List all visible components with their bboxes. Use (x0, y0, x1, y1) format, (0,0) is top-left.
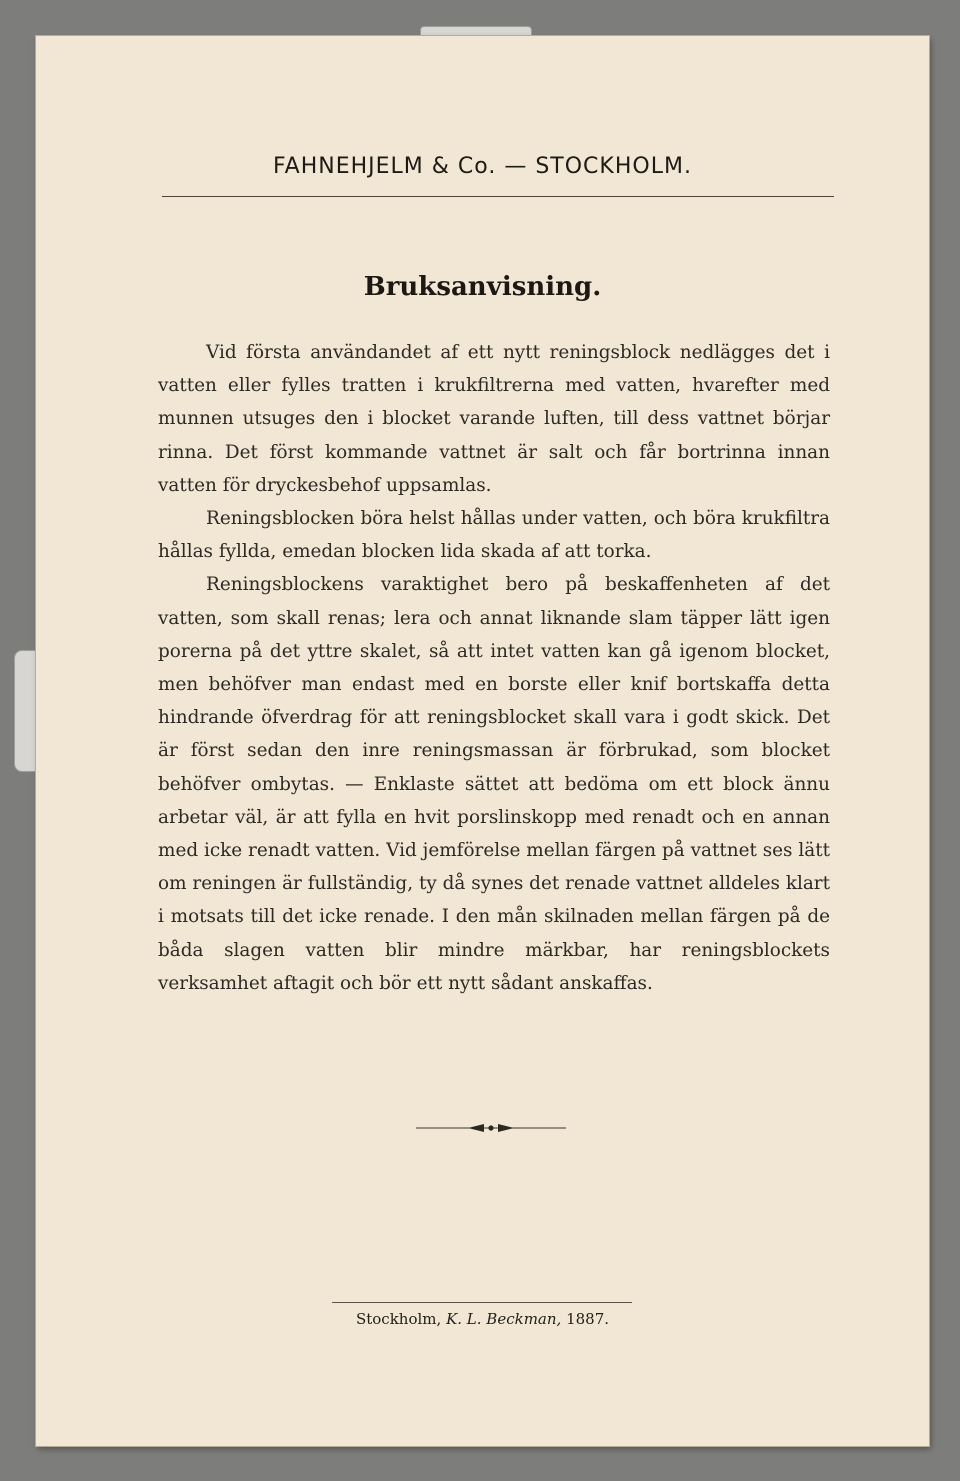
instructions-body (158, 336, 830, 1000)
paragraph-first-use: Vid första användandet af ett nytt reningsblock nedlägges det i vatten eller fylles tratten i krukfiltrerna med vatten, hvarefter med munnen utsuges den i blocket varande luften, till dess vattnet börjar rinna. Det först kommande vattnet är salt och får bortrinna innan vatten för dryckesbehof uppsamlas. (158, 342, 830, 496)
page-title: Bruksanvisning. (363, 272, 602, 302)
document-page (36, 36, 929, 1446)
publisher-header: FAHNEHJELM & Co. — STOCKHOLM. (273, 154, 692, 179)
header-divider (162, 196, 834, 197)
imprint-year: 1887. (566, 1310, 610, 1328)
paragraph-durability: Reningsblockens varaktighet bero på beskaffenheten af det vatten, som skall renas; lera och annat liknande slam täpper lätt igen porerna på det yttre skalet, så att intet vatten kan gå igenom blocket, men behöfver man endast med en borste eller knif bortskaffa detta hindrande öfverdrag för att reningsblocket skall vara i godt skick. Det är först sedan den inre reningsmassan är förbrukad, som blocket behöfver ombytas. — Enklaste sättet att bedöma om ett block ännu arbetar väl, är att fylla en hvit porslinskopp med renadt och en annan med icke renadt vatten. Vid jemförelse mellan färgen på vattnet ses lätt om reningen är fullständig, ty då synes det renade vattnet alldeles klart i motsats till det icke renade. I den mån skilnaden mellan färgen på de båda slagen vatten blir mindre märkbar, har reningsblockets verksamhet aftagit och bör ett nytt sådant anskaffas. (158, 574, 830, 994)
imprint-printer: K. L. Beckman, (446, 1310, 562, 1328)
paragraph-storage: Reningsblocken böra helst hållas under vatten, och böra krukfiltra hållas fyllda, emedan blocken lida skada af att torka. (158, 508, 830, 563)
imprint-city: Stockholm, (355, 1310, 442, 1328)
ornament-divider (416, 1118, 566, 1138)
footer-divider (332, 1302, 632, 1303)
imprint-line (36, 1310, 929, 1328)
paper-clip-side (14, 650, 38, 772)
